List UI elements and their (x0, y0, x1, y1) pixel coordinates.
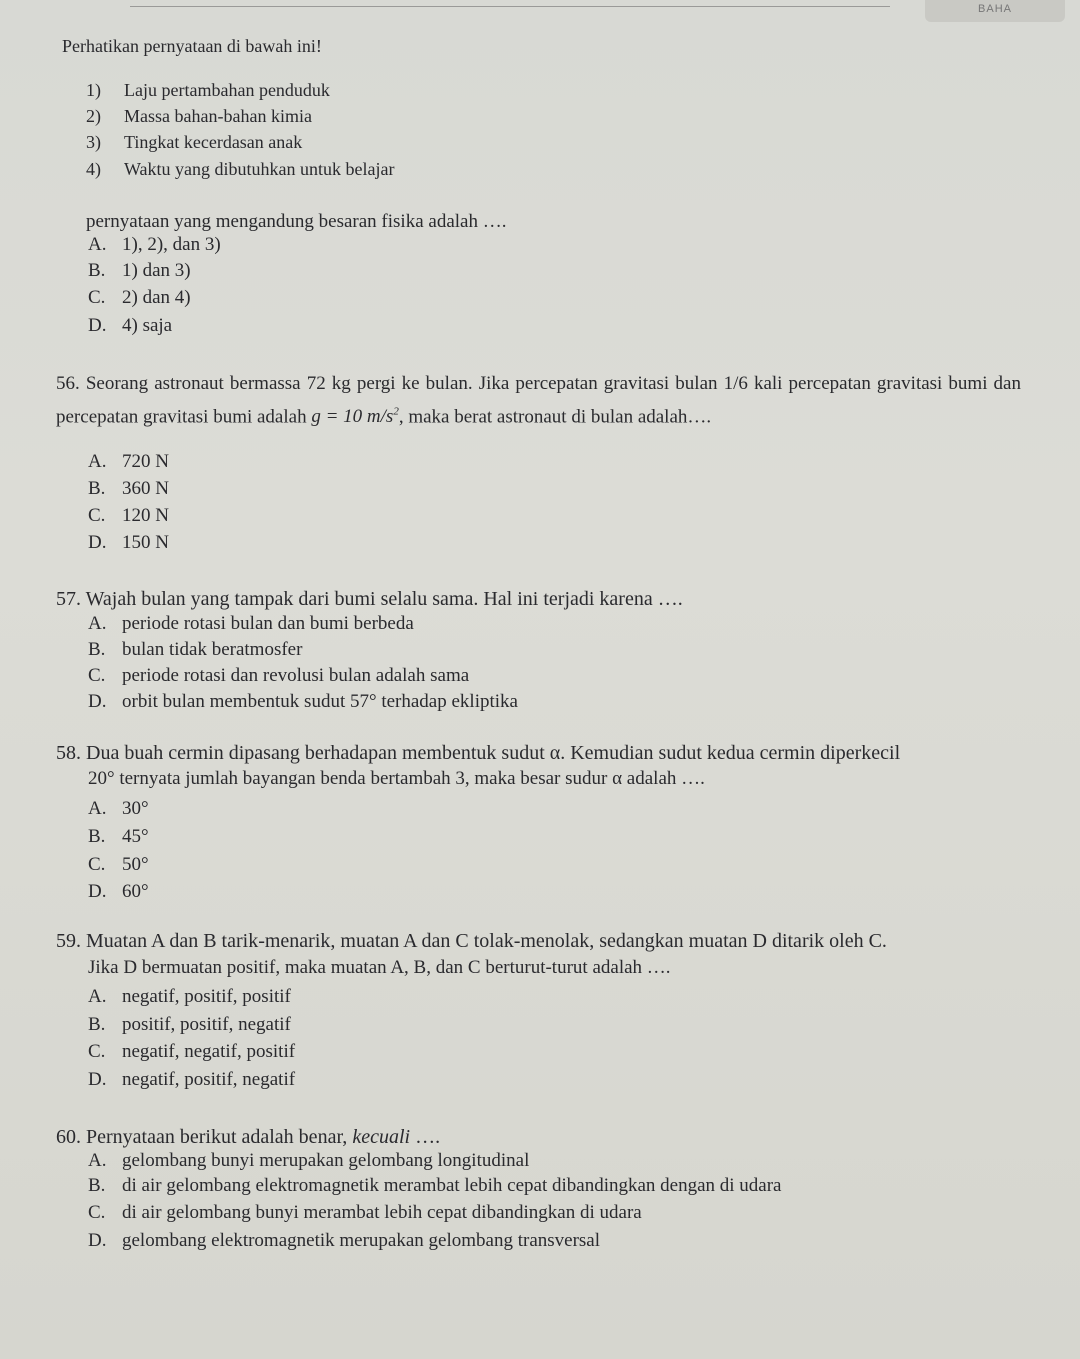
option-text: 50° (122, 854, 149, 875)
question-57 (56, 587, 683, 611)
option-b (88, 1174, 782, 1198)
option-c (88, 1040, 295, 1064)
statement-item (86, 157, 394, 181)
option-letter: A. (88, 1150, 107, 1171)
statement-number: 3) (86, 132, 101, 152)
option-text: bulan tidak beratmosfer (122, 639, 303, 660)
option-letter: B. (88, 826, 106, 847)
option-a (88, 233, 221, 257)
option-letter: C. (88, 665, 106, 686)
option-d (88, 1229, 600, 1253)
option-text: periode rotasi dan revolusi bulan adalah sama (122, 665, 470, 686)
option-d (88, 314, 172, 338)
option-c (88, 1201, 642, 1225)
option-text: 720 N (122, 451, 169, 472)
option-c (88, 853, 149, 877)
option-letter: A. (88, 451, 107, 472)
option-text: 360 N (122, 478, 169, 499)
top-divider (130, 6, 890, 7)
option-b (88, 259, 191, 283)
question-number: 57. (56, 588, 81, 610)
gravity-formula: g = 10 $m/s^2$ (311, 406, 399, 428)
question-text: Pernyataan berikut adalah benar, (86, 1126, 348, 1148)
option-a (88, 612, 414, 636)
option-letter: A. (88, 234, 107, 255)
question-ellipsis: …. (415, 1126, 441, 1148)
option-letter: B. (88, 478, 106, 499)
question-56 (56, 369, 1021, 431)
option-letter: A. (88, 986, 107, 1007)
option-text: positif, positif, negatif (122, 1014, 291, 1035)
option-c (88, 664, 469, 688)
statement-text: Waktu yang dibutuhkan untuk belajar (124, 159, 395, 179)
option-text: 1) dan 3) (122, 260, 191, 281)
option-text: 120 N (122, 505, 169, 526)
option-a (88, 1149, 529, 1173)
statement-number: 2) (86, 106, 101, 126)
question-number: 60. (56, 1126, 81, 1148)
option-d (88, 880, 149, 904)
option-d (88, 531, 169, 555)
option-letter: C. (88, 287, 106, 308)
corner-stamp: BAHA (925, 0, 1065, 22)
option-letter: D. (88, 532, 107, 553)
statement-text: Tingkat kecerdasan anak (124, 132, 303, 152)
statement-item (86, 104, 312, 128)
option-letter: B. (88, 1014, 106, 1035)
option-letter: A. (88, 798, 107, 819)
option-text: 45° (122, 826, 149, 847)
option-letter: C. (88, 1041, 106, 1062)
option-text: di air gelombang bunyi merambat lebih cepat dibandingkan di udara (122, 1202, 642, 1223)
question-text: Seorang astronaut bermassa 72 kg pergi ke bulan. Jika percepatan gravitasi bulan 1/6 kali percepatan gravitasi bumi dan percepatan gravitasi bumi adalah (56, 373, 1021, 428)
option-text: 1), 2), dan 3) (122, 234, 221, 255)
question-text: Wajah bulan yang tampak dari bumi selalu sama. Hal ini terjadi karena …. (85, 588, 683, 610)
statement-number: 4) (86, 159, 101, 179)
statement-number: 1) (86, 80, 101, 100)
question-59-line2: Jika D bermuatan positif, maka muatan A, B, dan C berturut-turut adalah …. (88, 957, 671, 978)
option-letter: D. (88, 881, 107, 902)
option-letter: D. (88, 691, 107, 712)
option-c (88, 504, 169, 528)
option-letter: D. (88, 1230, 107, 1251)
option-text: periode rotasi bulan dan bumi berbeda (122, 613, 414, 634)
option-c (88, 286, 191, 310)
option-letter: A. (88, 613, 107, 634)
option-a (88, 450, 169, 474)
option-d (88, 690, 518, 714)
question-number: 58. (56, 742, 81, 764)
option-text: orbit bulan membentuk sudut 57° terhadap ekliptika (122, 691, 518, 712)
option-d (88, 1068, 295, 1092)
option-text: 30° (122, 798, 149, 819)
option-text: negatif, negatif, positif (122, 1041, 296, 1062)
question-58-line2: 20° ternyata jumlah bayangan benda bertambah 3, maka besar sudur α adalah …. (88, 768, 705, 789)
option-letter: B. (88, 260, 106, 281)
question-number: 59. (56, 930, 81, 952)
option-text: di air gelombang elektromagnetik merambat lebih cepat dibandingkan dengan di udara (122, 1175, 782, 1196)
option-letter: B. (88, 1175, 106, 1196)
question-text: Dua buah cermin dipasang berhadapan membentuk sudut α. Kemudian sudut kedua cermin diperkecil (86, 742, 901, 764)
question-60 (56, 1125, 440, 1149)
option-text: negatif, positif, negatif (122, 1069, 296, 1090)
option-b (88, 477, 169, 501)
option-text: 2) dan 4) (122, 287, 191, 308)
statement-item (86, 130, 302, 154)
intro-instruction: Perhatikan pernyataan di bawah ini! (62, 36, 322, 56)
option-a (88, 985, 291, 1009)
question-emphasis: kecuali (352, 1126, 411, 1148)
option-b (88, 1013, 291, 1037)
option-letter: C. (88, 854, 106, 875)
question-number: 56. (56, 373, 80, 394)
option-letter: D. (88, 315, 107, 336)
option-b (88, 825, 149, 849)
question-58 (56, 741, 900, 765)
statement-item (86, 78, 330, 102)
option-text: gelombang elektromagnetik merupakan gelombang transversal (122, 1230, 601, 1251)
statement-text: Laju pertambahan penduduk (124, 80, 330, 100)
option-letter: C. (88, 1202, 106, 1223)
question-text-end: , maka berat astronaut di bulan adalah…. (398, 406, 712, 428)
option-a (88, 797, 149, 821)
option-letter: B. (88, 639, 106, 660)
option-letter: C. (88, 505, 106, 526)
question-59 (56, 929, 887, 953)
question-text: Muatan A dan B tarik-menarik, muatan A dan C tolak-menolak, sedangkan muatan D ditarik oleh C. (86, 930, 887, 952)
option-text: 60° (122, 881, 149, 902)
option-b (88, 638, 302, 662)
option-letter: D. (88, 1069, 107, 1090)
option-text: gelombang bunyi merupakan gelombang longitudinal (122, 1150, 530, 1171)
option-text: negatif, positif, positif (122, 986, 291, 1007)
statement-text: Massa bahan-bahan kimia (124, 106, 312, 126)
intro-question: pernyataan yang mengandung besaran fisika adalah …. (86, 211, 507, 232)
option-text: 4) saja (122, 315, 173, 336)
option-text: 150 N (122, 532, 169, 553)
